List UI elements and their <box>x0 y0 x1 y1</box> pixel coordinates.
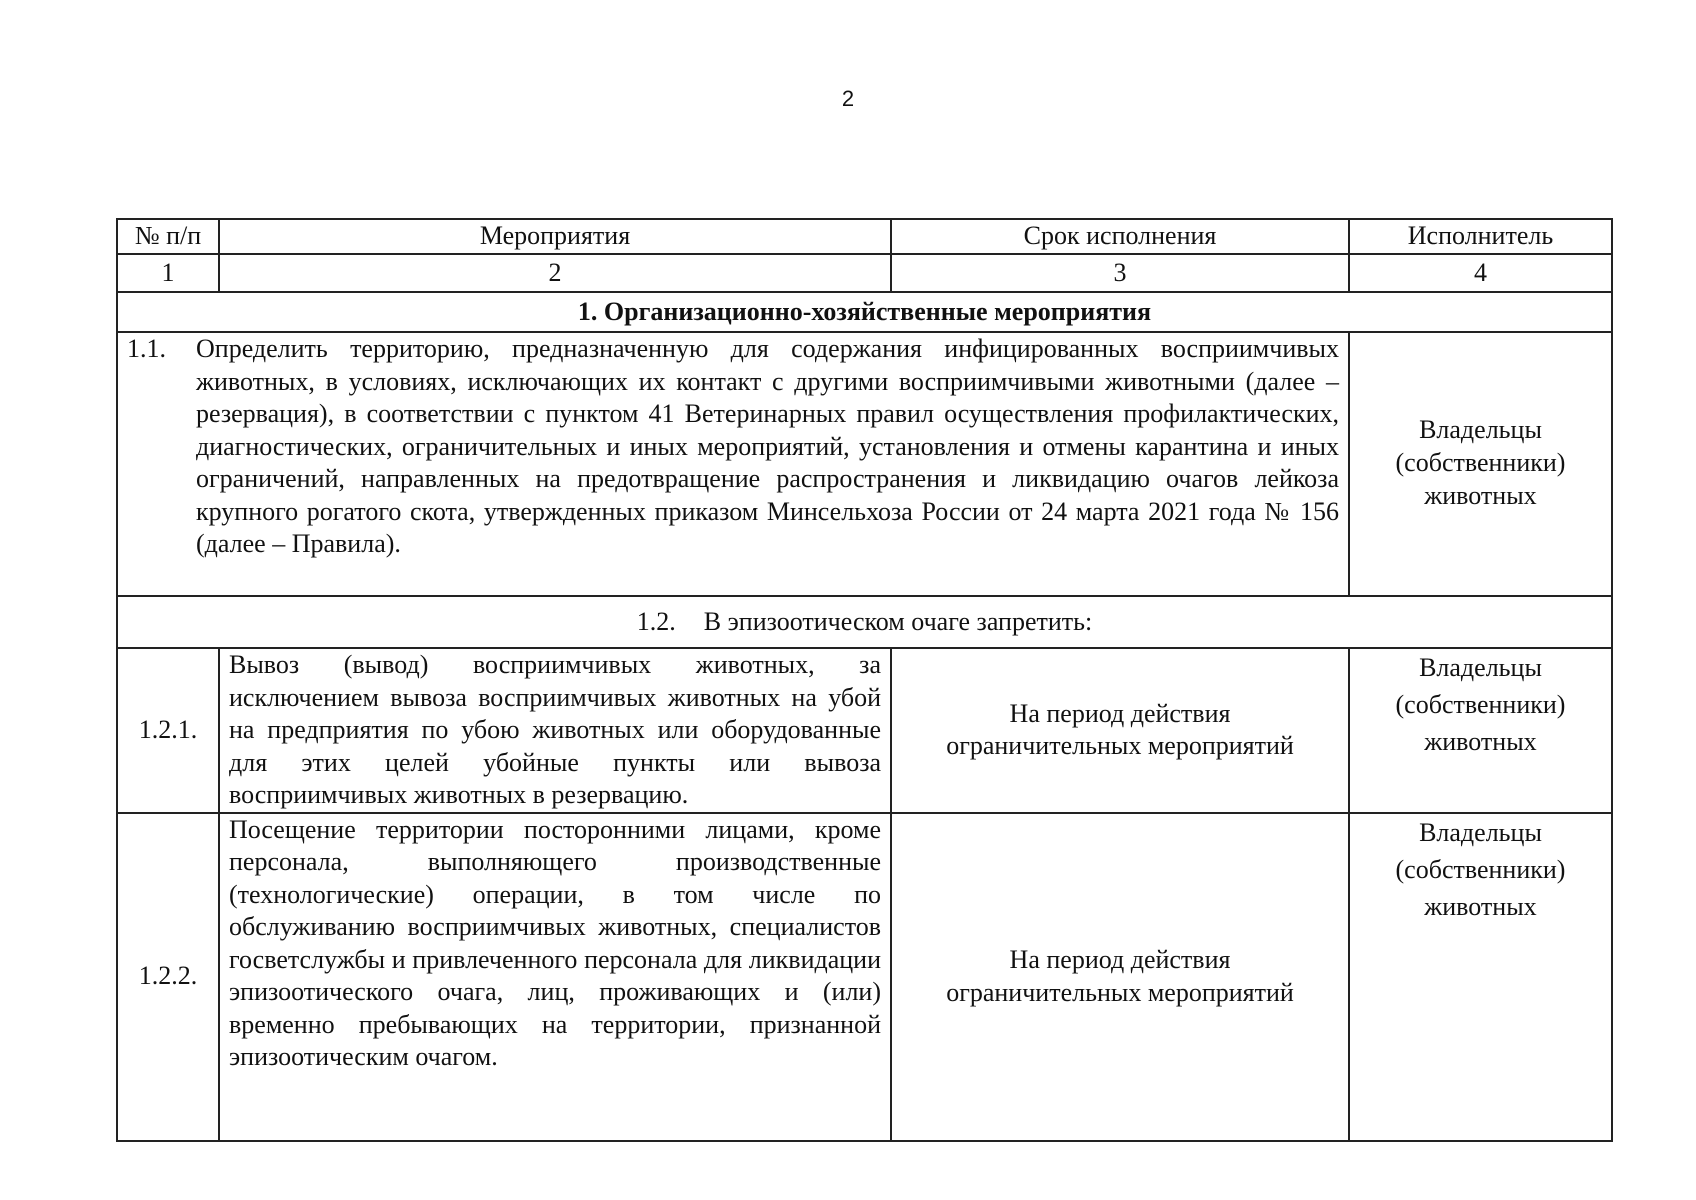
table-row-1-2 <box>117 596 1612 648</box>
executor-line-2: (собственники) <box>1395 690 1566 719</box>
deadline-line-2: ограничительных мероприятий <box>946 977 1294 1007</box>
item-1-2-1-deadline <box>891 648 1349 813</box>
column-number-4: 4 <box>1349 254 1612 292</box>
header-executor: Исполнитель <box>1349 219 1612 254</box>
header-measures: Мероприятия <box>219 219 891 254</box>
executor-line-3: животных <box>1424 891 1537 921</box>
table-row-1-2-1 <box>117 648 1612 813</box>
header-number: № п/п <box>117 219 219 254</box>
table-header-row <box>117 219 1612 254</box>
section-1-title: 1. Организационно-хозяйственные мероприятия <box>117 292 1612 332</box>
deadline-line-1: На период действия <box>1009 698 1231 728</box>
item-1-2-2-number: 1.2.2. <box>117 813 219 1141</box>
header-deadline: Срок исполнения <box>891 219 1349 254</box>
section-heading-row <box>117 292 1612 332</box>
page-number: 2 <box>841 86 855 111</box>
deadline-line-1: На период действия <box>1009 945 1231 974</box>
column-numbers-row <box>117 254 1612 292</box>
table-row-1-2-2 <box>117 813 1612 1141</box>
item-1-2-cell <box>117 596 1612 648</box>
executor-line-2: (собственники) <box>1395 854 1566 884</box>
deadline-line-2: ограничительных мероприятий <box>946 731 1294 761</box>
item-1-1-executor <box>1349 332 1612 596</box>
executor-line-1: Владельцы <box>1419 653 1542 682</box>
table-row-1-1 <box>117 332 1612 596</box>
item-1-1-text: Определить территорию, предназначенную для содержания инфицированных восприимчивых животных, в условиях, исключающих их контакт с другими восприимчивыми животными (далее – резервация), в соответствии с пунктом 41 Ветеринарных правил осуществления профилактических, диагностических, ограничительных и иных мероприятий, установления и отмены карантина и иных ограничений, направленных на предотвращение распространения и ликвидацию очагов лейкоза крупного рогатого скота, утвержденных приказом Минсельхоза России от 24 марта 2021 года № 156 (далее – Правила). <box>196 334 1339 558</box>
action-plan-table <box>116 218 1613 1142</box>
column-number-2: 2 <box>219 254 891 292</box>
executor-line-1: Владельцы <box>1419 817 1542 847</box>
executor-line-1: Владельцы <box>1419 415 1542 444</box>
item-1-2-1-executor <box>1349 648 1612 813</box>
item-1-2-number: 1.2. <box>636 606 676 636</box>
item-1-1-number: 1.1. <box>127 334 166 363</box>
column-number-1: 1 <box>117 254 219 292</box>
item-1-2-1-number: 1.2.1. <box>117 648 219 813</box>
item-1-2-2-executor <box>1349 813 1612 1141</box>
executor-line-3: животных <box>1424 481 1537 510</box>
executor-line-2: (собственники) <box>1395 448 1566 477</box>
item-1-2-1-text: Вывоз (вывод) восприимчивых животных, за исключением вывоза восприимчивых животных на убой на предприятия по убою животных или оборудованные для этих целей убойные пункты или вывоза восприимчивых животных в резервацию. <box>219 648 891 813</box>
item-1-2-2-deadline <box>891 813 1349 1141</box>
item-1-1-cell <box>117 332 1349 596</box>
item-1-2-2-text: Посещение территории посторонними лицами, кроме персонала, выполняющего производственные (технологические) операции, в том числе по обслуживанию восприимчивых животных, специалистов госветслужбы и привлеченного персонала для ликвидации эпизоотического очага, лиц, проживающих и (или) временно пребывающих на территории, признанной эпизоотическим очагом. <box>219 813 891 1141</box>
executor-line-3: животных <box>1424 727 1537 756</box>
column-number-3: 3 <box>891 254 1349 292</box>
item-1-2-text: В эпизоотическом очаге запретить: <box>703 606 1093 636</box>
